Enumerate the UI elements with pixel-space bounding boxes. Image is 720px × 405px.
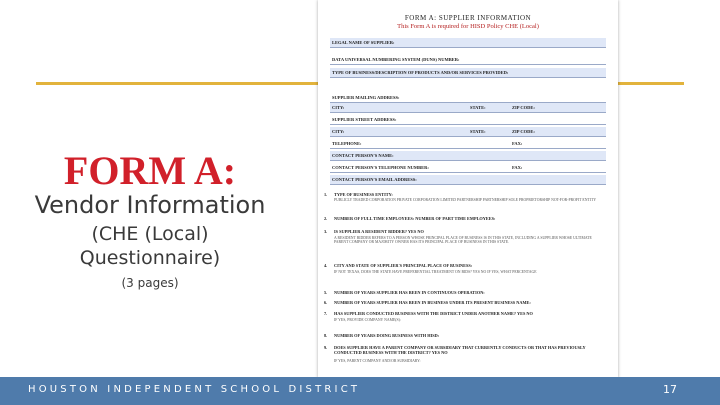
- footer-district-name: HOUSTON INDEPENDENT SCHOOL DISTRICT: [28, 384, 361, 395]
- field-street-address: SUPPLIER STREET ADDRESS:: [330, 115, 606, 125]
- form-heading: FORM A: SUPPLIER INFORMATION: [404, 14, 532, 22]
- slide-subtitle-detail: (CHE (Local) Questionnaire): [79, 223, 221, 269]
- field-contact-phone: CONTACT PERSON'S TELEPHONE NUMBER: FAX:: [330, 163, 606, 173]
- field-legal-name: LEGAL NAME OF SUPPLIER:: [330, 38, 606, 48]
- field-contact-name: CONTACT PERSON'S NAME:: [330, 151, 606, 161]
- slide-page-number: 17: [663, 383, 677, 396]
- question-1: 1. TYPE OF BUSINESS ENTITY: PUBLICLY TRADED CORPORATION PRIVATE CORPORATION LIMITED PARTNERSHIP PARTNERSHIP SOLE PROPRIETORSHIP NOT-FOR-PROFIT ENTITY: [324, 192, 597, 202]
- field-contact-email: CONTACT PERSON'S EMAIL ADDRESS:: [330, 175, 606, 185]
- pages-note: (3 pages): [121, 276, 179, 290]
- field-duns: DATA UNIVERSAL NUMBERING SYSTEM (DUNS) NUMBER:: [330, 55, 606, 65]
- question-6: 6. NUMBER OF YEARS SUPPLIER HAS BEEN IN BUSINESS UNDER ITS PRESENT BUSINESS NAME:: [324, 300, 531, 305]
- form-subheading: This Form A is required for HISD Policy CHE (Local): [397, 23, 539, 30]
- question-2: 2. NUMBER OF FULL TIME EMPLOYEES: NUMBER OF PART TIME EMPLOYEES:: [324, 216, 496, 221]
- question-9: 9. DOES SUPPLIER HAVE A PARENT COMPANY OR SUBSIDIARY THAT CURRENTLY CONDUCTS OR THAT HAS PREVIOUSLY CONDUCTED BUSINESS WITH THE DISTRICT? YES NO IF YES, PARENT COMPANY AND/OR SUBSIDIARY:: [324, 345, 586, 363]
- question-5: 5. NUMBER OF YEARS SUPPLIER HAS BEEN IN CONTINUOUS OPERATION:: [324, 290, 485, 295]
- slide-title: FORM A:: [63, 148, 237, 193]
- question-4: 4. CITY AND STATE OF SUPPLIER'S PRINCIPAL PLACE OF BUSINESS: IF NOT TEXAS, DOES THE STATE HAVE PREFERENTIAL TREATMENT ON BIDS? YES NO IF YES, WHAT PERCENTAGE: [324, 263, 537, 274]
- accent-rule-right: [618, 82, 684, 85]
- question-8: 8. NUMBER OF YEARS DOING BUSINESS WITH HISD:: [324, 333, 440, 338]
- slide-subtitle: Vendor Information: [34, 191, 266, 219]
- field-mailing-city: CITY: STATE: ZIP CODE:: [330, 103, 606, 113]
- field-mailing-address: SUPPLIER MAILING ADDRESS:: [330, 93, 606, 103]
- field-telephone: TELEPHONE: FAX:: [330, 139, 606, 149]
- footer-bar: [0, 377, 720, 405]
- field-street-city: CITY: STATE: ZIP CODE:: [330, 127, 606, 137]
- accent-rule-left: [36, 82, 318, 85]
- form-a-image: [318, 0, 618, 378]
- question-7: 7. HAS SUPPLIER CONDUCTED BUSINESS WITH THE DISTRICT UNDER ANOTHER NAME? YES NO IF YES, PROVIDE COMPANY NAME(S):: [324, 311, 533, 322]
- field-business-type: TYPE OF BUSINESS/DESCRIPTION OF PRODUCTS AND/OR SERVICES PROVIDED:: [330, 68, 606, 78]
- question-3: 3. IS SUPPLIER A RESIDENT BIDDER? YES NO A RESIDENT BIDDER REFERS TO A PERSON WHOSE PRINCIPAL PLACE OF BUSINESS IS IN THIS STATE, INCLUDING A SUPPLIER WHOSE ULTIMATE PARENT COMPANY OR MAJORITY OWNER HAS ITS PRINCIPAL PLACE OF BUSINESS IN THIS STATE.: [324, 229, 592, 244]
